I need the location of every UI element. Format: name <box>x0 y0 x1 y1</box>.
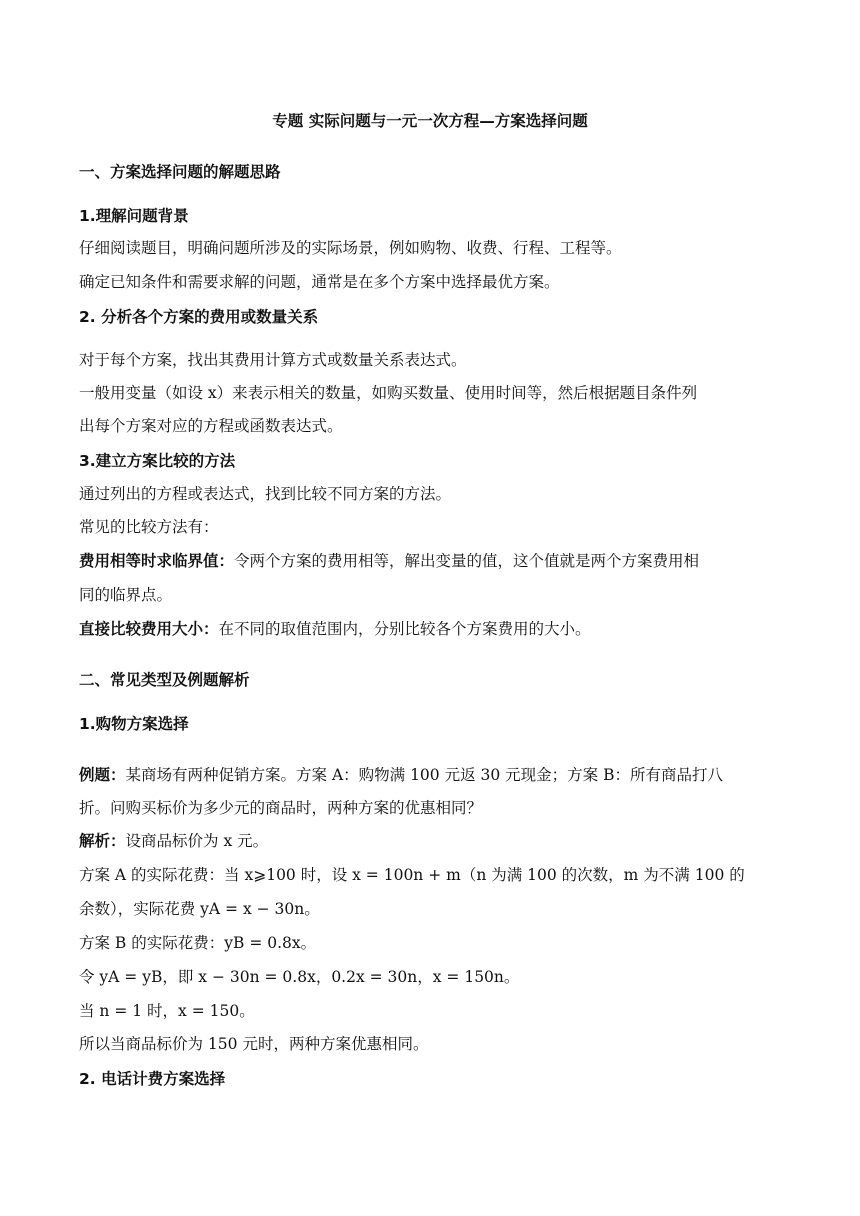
section-1-heading: 一、方案选择问题的解题思路 <box>79 163 281 181</box>
subsection-1-3-heading: 3.建立方案比较的方法 <box>79 452 236 470</box>
paragraph: 所以当商品标价为 150 元时，两种方案优惠相同。 <box>79 1035 429 1053</box>
paragraph: 方案 A 的实际花费：当 x⩾100 时，设 x = 100n + m（n 为满 100 的次数，m 为不满 100 的 <box>79 866 745 884</box>
method-item-2-text: 在不同的取值范围内，分别比较各个方案费用的大小。 <box>218 620 591 638</box>
section-2-heading: 二、常见类型及例题解析 <box>79 671 250 689</box>
paragraph: 通过列出的方程或表达式，找到比较不同方案的方法。 <box>79 485 452 503</box>
paragraph: 当 n = 1 时，x = 150。 <box>79 1002 255 1020</box>
subsection-1-1-heading: 1.理解问题背景 <box>79 207 189 225</box>
paragraph: 折。问购买标价为多少元的商品时，两种方案的优惠相同？ <box>79 799 483 817</box>
paragraph: 仔细阅读题目，明确问题所涉及的实际场景，例如购物、收费、行程、工程等。 <box>79 239 622 257</box>
subsection-1-2-heading: 2. 分析各个方案的费用或数量关系 <box>79 308 319 326</box>
method-item-1-text: 令两个方案的费用相等，解出变量的值，这个值就是两个方案费用相 <box>234 552 700 570</box>
method-item-1 <box>79 550 699 572</box>
analysis-text: 设商品标价为 x 元。 <box>125 832 269 850</box>
analysis-line <box>79 830 268 852</box>
method-item-1-label: 费用相等时求临界值： <box>79 552 235 570</box>
example-line <box>79 764 723 786</box>
method-item-2 <box>79 618 591 640</box>
document-title: 专题 实际问题与一元一次方程—方案选择问题 <box>272 112 588 130</box>
paragraph: 常见的比较方法有： <box>79 518 219 536</box>
paragraph: 令 yA = yB，即 x − 30n = 0.8x，0.2x = 30n，x = 150n。 <box>79 968 520 986</box>
subsection-2-2-heading: 2. 电话计费方案选择 <box>79 1070 226 1088</box>
paragraph: 确定已知条件和需要求解的问题，通常是在多个方案中选择最优方案。 <box>79 273 560 291</box>
paragraph: 同的临界点。 <box>79 586 173 604</box>
analysis-label: 解析： <box>79 832 126 850</box>
paragraph: 余数），实际花费 yA = x − 30n。 <box>79 900 320 918</box>
paragraph: 对于每个方案，找出其费用计算方式或数量关系表达式。 <box>79 351 467 369</box>
example-label: 例题： <box>79 766 126 784</box>
subsection-2-1-heading: 1.购物方案选择 <box>79 715 189 733</box>
paragraph: 一般用变量（如设 x）来表示相关的数量，如购买数量、使用时间等，然后根据题目条件列 <box>79 384 698 402</box>
paragraph: 方案 B 的实际花费：yB = 0.8x。 <box>79 934 317 952</box>
example-text: 某商场有两种促销方案。方案 A：购物满 100 元返 30 元现金；方案 B：所有商品打八 <box>125 766 723 784</box>
paragraph: 出每个方案对应的方程或函数表达式。 <box>79 417 343 435</box>
method-item-2-label: 直接比较费用大小： <box>79 620 219 638</box>
